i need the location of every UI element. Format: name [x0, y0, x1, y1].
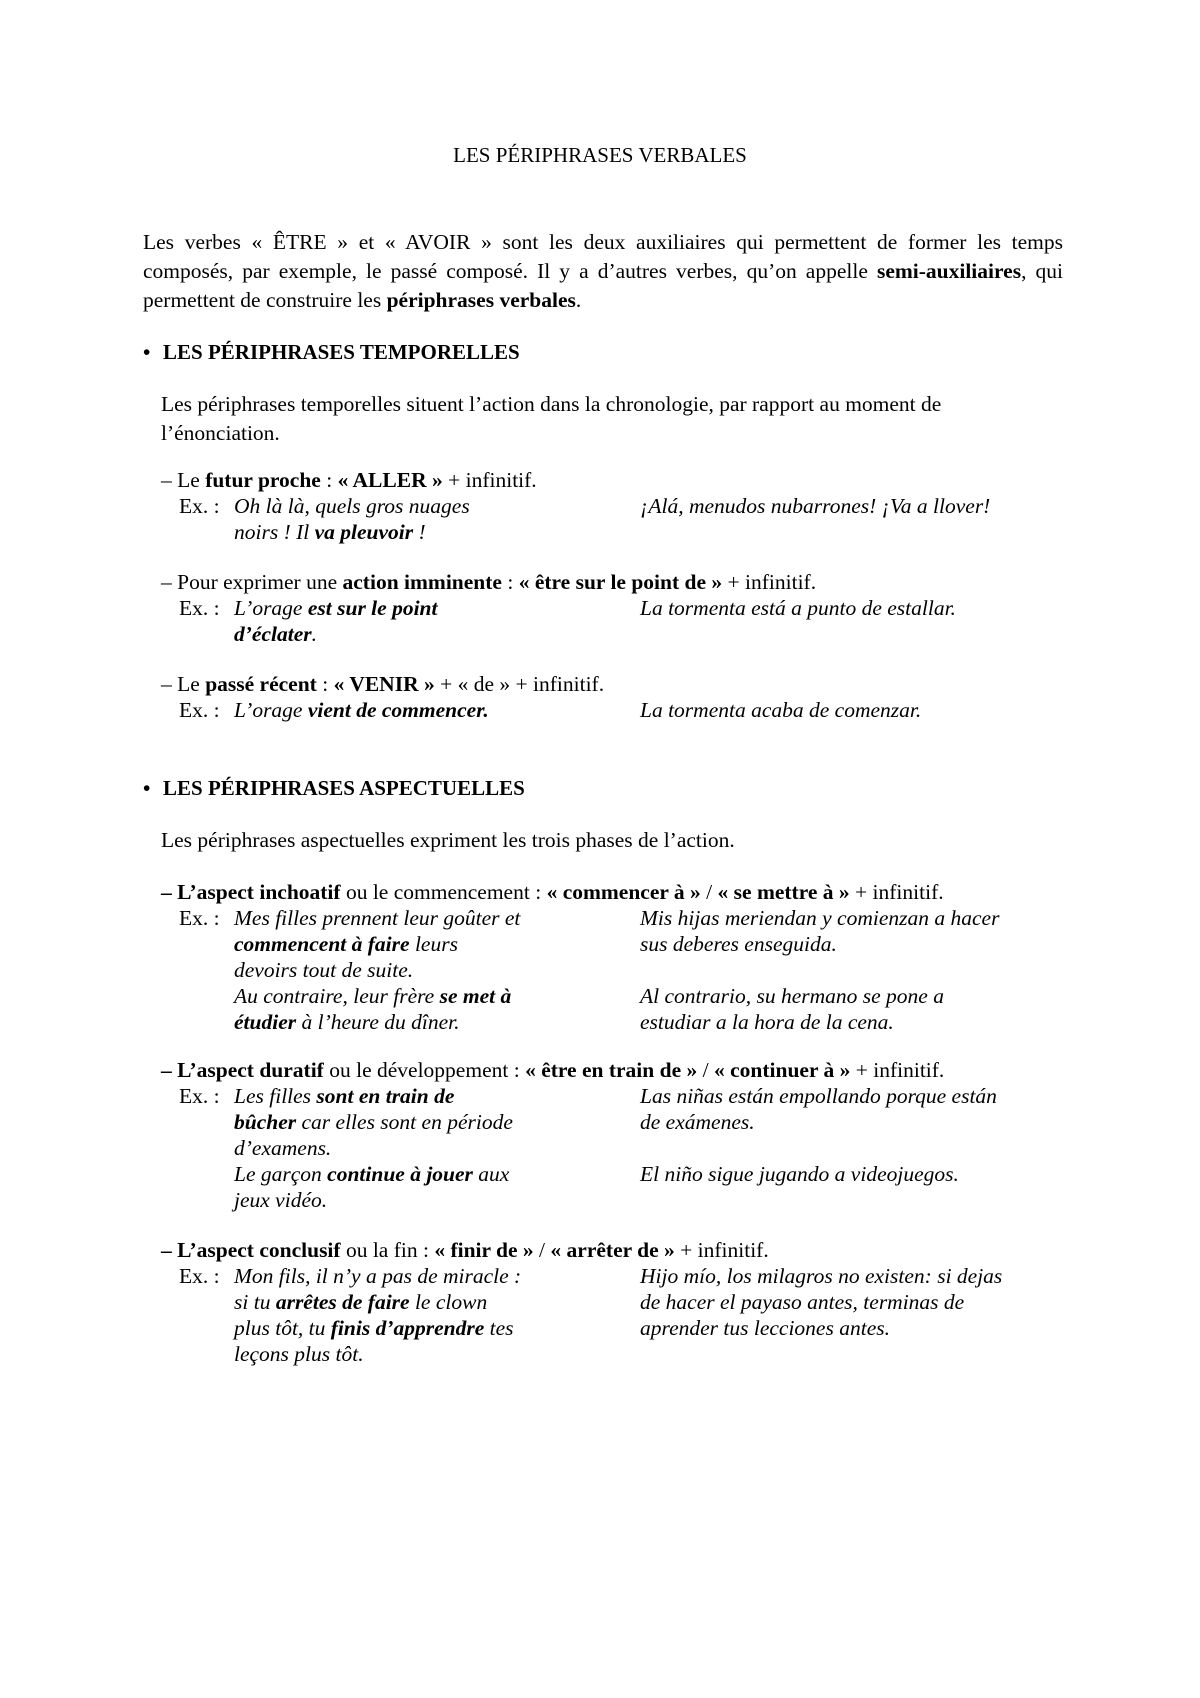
example-spanish-line: La tormenta acaba de comenzar.: [640, 698, 922, 722]
rule-line: [161, 468, 537, 493]
text-run: leçons plus tôt.: [234, 1342, 364, 1366]
example-spanish-line: Al contrario, su hermano se pone a: [640, 984, 944, 1008]
example-label: Ex. :: [179, 1264, 220, 1288]
bold-text: commencent à faire: [234, 932, 410, 956]
example-spanish-line: sus deberes enseguida.: [640, 932, 837, 956]
bold-text: périphrases verbales: [386, 288, 576, 312]
text-run: :: [316, 672, 334, 696]
text-run: L’orage: [234, 698, 308, 722]
bold-text: « finir de »: [434, 1238, 534, 1262]
text-run: !: [413, 520, 426, 544]
text-run: tes: [484, 1316, 514, 1340]
text-run: + infinitif.: [674, 1238, 769, 1262]
example-label: Ex. :: [179, 1084, 220, 1108]
bold-text: action imminente: [342, 570, 502, 594]
rule-line: [161, 672, 604, 697]
text-run: + infinitif.: [722, 570, 817, 594]
bold-text: – L’aspect conclusif: [161, 1238, 341, 1262]
bold-text: vient de commencer.: [307, 698, 489, 722]
example-spanish-line: La tormenta está a punto de estallar.: [640, 596, 956, 620]
example-french-line: [234, 1188, 327, 1213]
text-run: + infinitif.: [849, 880, 944, 904]
bold-text: – L’aspect inchoatif: [161, 880, 341, 904]
bold-text: « arrêter de »: [550, 1238, 675, 1262]
text-run: :: [320, 468, 338, 492]
example-french-line: [234, 520, 426, 545]
text-run: .: [311, 622, 317, 646]
example-french-line: [234, 1136, 331, 1161]
text-run: le clown: [409, 1290, 488, 1314]
text-run: /: [697, 1058, 714, 1082]
text-run: Mon fils, il n’y a pas de miracle :: [234, 1264, 522, 1288]
example-spanish-line: de exámenes.: [640, 1110, 755, 1134]
text-run: /: [700, 880, 718, 904]
example-spanish-line: El niño sigue jugando a videojuegos.: [640, 1162, 959, 1186]
text-run: Oh là là, quels gros nuages: [234, 494, 470, 518]
bold-text: arrêtes de faire: [275, 1290, 410, 1314]
example-french-line: [234, 1084, 454, 1109]
bold-text: « VENIR »: [333, 672, 435, 696]
section-title: LES PÉRIPHRASES ASPECTUELLES: [163, 776, 525, 800]
bold-text: continue à jouer: [327, 1162, 473, 1186]
document-title: LES PÉRIPHRASES VERBALES: [453, 143, 747, 167]
text-run: Au contraire, leur frère: [234, 984, 440, 1008]
text-run: jeux vidéo.: [234, 1188, 328, 1212]
section-heading-temporal: [143, 340, 520, 365]
text-run: + infinitif.: [442, 468, 537, 492]
text-run: aux: [472, 1162, 510, 1186]
section-description-aspectual: Les périphrases aspectuelles expriment les trois phases de l’action.: [161, 828, 735, 852]
bold-text: sont en train de: [316, 1084, 455, 1108]
rule-line: [161, 880, 944, 905]
bold-text: – L’aspect duratif: [161, 1058, 324, 1082]
example-french-line: [234, 698, 489, 723]
section-heading-aspectual: [143, 776, 525, 801]
example-french-line: [234, 1110, 513, 1135]
text-run: noirs ! Il: [234, 520, 315, 544]
section-title: LES PÉRIPHRASES TEMPORELLES: [163, 340, 520, 364]
text-run: L’orage: [234, 596, 308, 620]
example-french-line: [234, 1162, 509, 1187]
example-french-line: [234, 906, 520, 931]
example-spanish-line: aprender tus lecciones antes.: [640, 1316, 890, 1340]
text-run: .: [575, 288, 582, 312]
example-french-line: [234, 984, 511, 1009]
text-run: :: [501, 570, 519, 594]
text-run: leurs: [409, 932, 458, 956]
example-label: Ex. :: [179, 494, 220, 518]
bold-text: va pleuvoir: [314, 520, 414, 544]
text-run: car elles sont en période: [296, 1110, 513, 1134]
bold-text: « être sur le point de »: [518, 570, 723, 594]
text-run: devoirs tout de suite.: [234, 958, 414, 982]
bold-text: « ALLER »: [337, 468, 443, 492]
text-run: à l’heure du dîner.: [296, 1010, 460, 1034]
rule-line: [161, 1058, 944, 1083]
example-french-line: [234, 494, 470, 519]
example-french-line: [234, 1316, 514, 1341]
rule-line: [161, 1238, 769, 1263]
text-run: , qui permettent de construire les: [143, 259, 1063, 312]
text-run: – Le: [161, 468, 206, 492]
example-label: Ex. :: [179, 906, 220, 930]
text-run: si tu: [234, 1290, 276, 1314]
text-run: plus tôt, tu: [234, 1316, 331, 1340]
text-run: + « de » + infinitif.: [434, 672, 605, 696]
bold-text: est sur le point: [307, 596, 438, 620]
bold-text: semi-auxiliaires: [876, 259, 1022, 283]
text-run: ou le développement :: [323, 1058, 526, 1082]
bold-text: finis d’apprendre: [330, 1316, 485, 1340]
text-run: ou le commencement :: [340, 880, 547, 904]
text-run: Mes filles prennent leur goûter et: [234, 906, 521, 930]
example-spanish-line: Hijo mío, los milagros no existen: si dejas: [640, 1264, 1003, 1288]
example-french-line: [234, 932, 458, 957]
example-french-line: [234, 1264, 521, 1289]
bold-text: bûcher: [234, 1110, 297, 1134]
text-run: d’examens.: [234, 1136, 332, 1160]
example-french-line: [234, 1010, 460, 1035]
text-run: Le garçon: [234, 1162, 328, 1186]
text-run: + infinitif.: [850, 1058, 945, 1082]
example-french-line: [234, 1290, 487, 1315]
example-label: Ex. :: [179, 596, 220, 620]
bold-text: étudier: [234, 1010, 297, 1034]
example-spanish-line: Las niñas están empollando porque están: [640, 1084, 997, 1108]
text-run: ou la fin :: [340, 1238, 435, 1262]
example-french-line: [234, 1342, 364, 1367]
bold-text: se met à: [439, 984, 512, 1008]
bold-text: « se mettre à »: [717, 880, 850, 904]
text-run: /: [533, 1238, 551, 1262]
bullet-icon: •: [143, 340, 151, 364]
example-french-line: [234, 596, 437, 621]
bold-text: « continuer à »: [713, 1058, 851, 1082]
text-run: Les verbes « ÊTRE » et « AVOIR » sont les deux auxiliaires qui permettent de former les temps composés, par exemple, le passé composé. Il y a d’autres verbes, qu’on appelle: [143, 230, 1063, 283]
text-run: – Le: [161, 672, 206, 696]
text-run: Les filles: [234, 1084, 317, 1108]
example-spanish-line: estudiar a la hora de la cena.: [640, 1010, 894, 1034]
example-spanish-line: de hacer el payaso antes, terminas de: [640, 1290, 965, 1314]
bold-text: « être en train de »: [525, 1058, 698, 1082]
text-run: – Pour exprimer une: [161, 570, 343, 594]
intro-paragraph: [143, 228, 1063, 315]
bullet-icon: •: [143, 776, 151, 800]
bold-text: passé récent: [205, 672, 317, 696]
bold-text: d’éclater: [234, 622, 312, 646]
bold-text: « commencer à »: [546, 880, 701, 904]
example-spanish-line: ¡Alá, menudos nubarrones! ¡Va a llover!: [640, 494, 991, 518]
example-label: Ex. :: [179, 698, 220, 722]
bold-text: futur proche: [205, 468, 321, 492]
example-french-line: [234, 958, 413, 983]
section-description-temporal: Les périphrases temporelles situent l’action dans la chronologie, par rapport au moment de l’énonciation.: [161, 392, 942, 445]
rule-line: [161, 570, 816, 595]
example-french-line: [234, 622, 317, 647]
example-spanish-line: Mis hijas meriendan y comienzan a hacer: [640, 906, 1000, 930]
